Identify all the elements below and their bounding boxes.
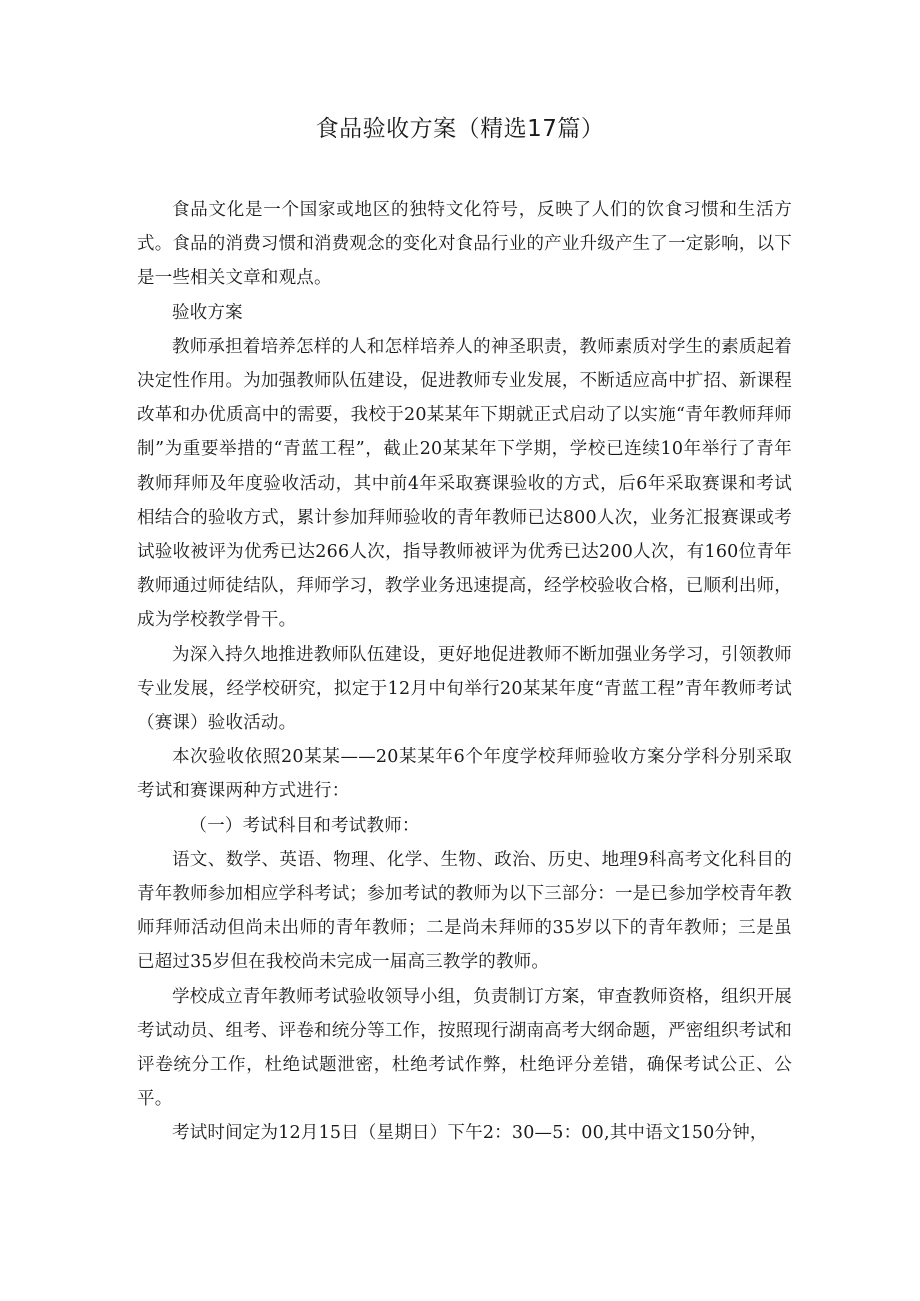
body-paragraph: 为深入持久地推进教师队伍建设，更好地促进教师不断加强业务学习，引领教师专业发展，经学校研究，拟定于12月中旬举行20某某年度“青蓝工程”青年教师考试（赛课）验收活动。 (137, 644, 792, 734)
body-paragraph: 教师承担着培养怎样的人和怎样培养人的神圣职责，教师素质对学生的素质起着决定性作用。为加强教师队伍建设，促进教师专业发展，不断适应高中扩招、新课程改革和办优质高中的需要，我校于20某某年下期就正式启动了以实施“青年教师拜师制”为重要举措的“青蓝工程”，截止20某某年下学期，学校已连续10年举行了青年教师拜师及年度验收活动，其中前4年采取赛课验收的方式，后6年采取赛课和考试相结合的验收方式，累计参加拜师验收的青年教师已达800人次，业务汇报赛课或考试验收被评为优秀已达266人次，指导教师被评为优秀已达200人次，有160位青年教师通过师徒结队，拜师学习，教学业务迅速提高，经学校验收合格，已顺利出师，成为学校教学骨干。 (137, 336, 792, 631)
document-title: 食品验收方案（精选17篇） (315, 116, 605, 142)
intro-paragraph: 食品文化是一个国家或地区的独特文化符号，反映了人们的饮食习惯和生活方式。食品的消费习惯和消费观念的变化对食品行业的产业升级产生了一定影响，以下是一些相关文章和观点。 (137, 200, 792, 289)
body-paragraph: 考试时间定为12月15日（星期日）下午2：30—5：00,其中语文150分钟， (172, 1123, 768, 1144)
body-paragraph: 本次验收依照20某某——20某某年6个年度学校拜师验收方案分学科分别采取考试和赛课两种方式进行： (137, 747, 792, 802)
body-paragraph: 学校成立青年教师考试验收领导小组，负责制订方案，审查教师资格，组织开展考试动员、组考、评卷和统分等工作，按照现行湖南高考大纲命题，严密组织考试和评卷统分工作，杜绝试题泄密，杜绝考试作弊，杜绝评分差错，确保考试公正、公平。 (137, 986, 792, 1110)
body-paragraph: 语文、数学、英语、物理、化学、生物、政治、历史、地理9科高考文化科目的青年教师参加相应学科考试；参加考试的教师为以下三部分：一是已参加学校青年教师拜师活动但尚未出师的青年教师；二是尚未拜师的35岁以下的青年教师；三是虽已超过35岁但在我校尚未完成一届高三教学的教师。 (137, 849, 792, 973)
document-body (137, 193, 792, 1151)
subsection-heading: （一）考试科目和考试教师： (189, 815, 420, 836)
section-heading: 验收方案 (172, 302, 243, 323)
